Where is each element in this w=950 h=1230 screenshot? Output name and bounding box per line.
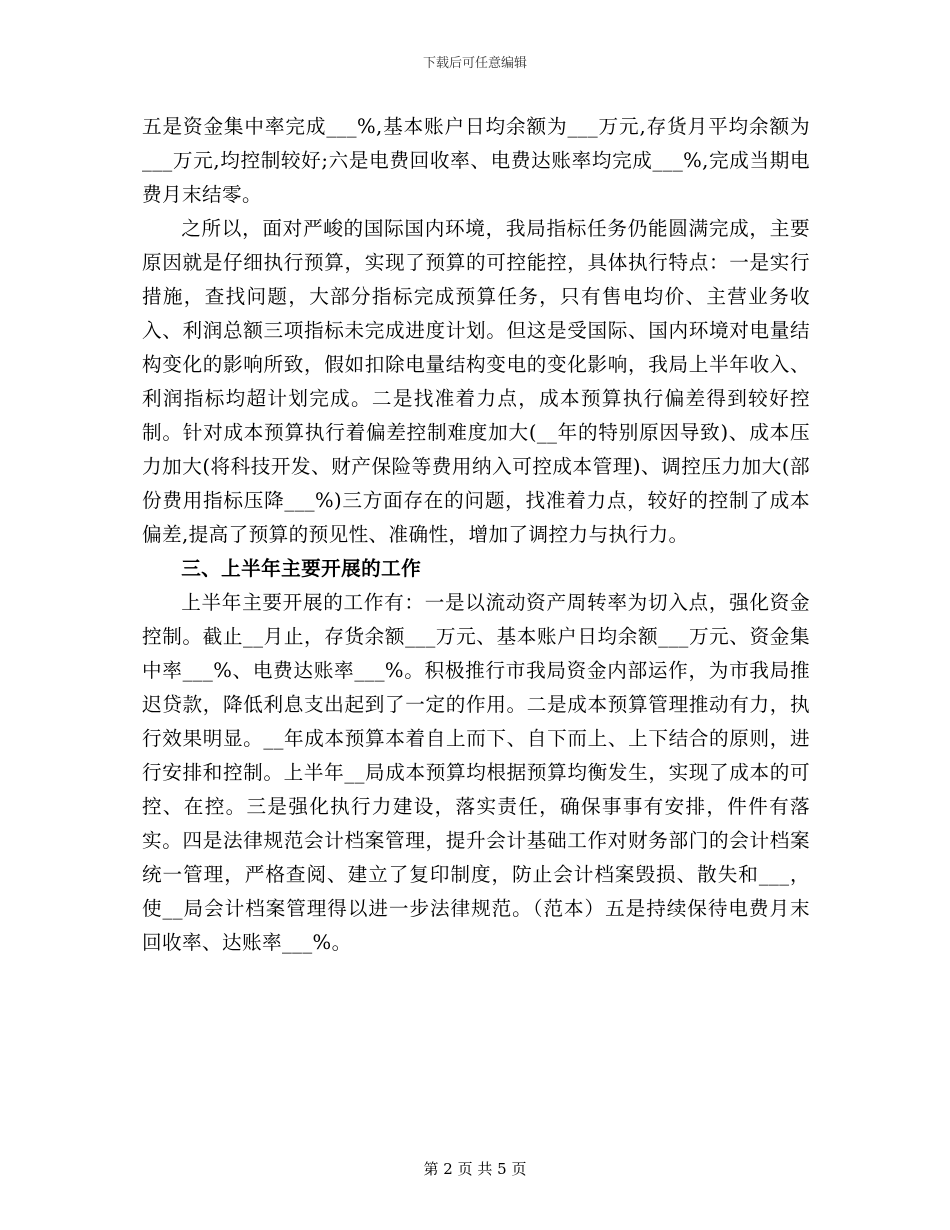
paragraph-fund-concentration: 五是资金集中率完成___%,基本账户日均余额为___万元,存货月平均余额为___万元,均控制较好;六是电费回收率、电费达账率均完成___%,完成当期电费月末结零。 [142, 115, 810, 206]
paragraph-work-items: 上半年主要开展的工作有：一是以流动资产周转率为切入点，强化资金控制。截止__月止，存货余额___万元、基本账户日均余额___万元、资金集中率___%、电费达账率___%。积极推行市我局资金内部运作，为市我局推迟贷款，降低利息支出起到了一定的作用。二是成本预算管理推动有力，执行效果明显。__年成本预算本着自上而下、自下而上、上下结合的原则，进行安排和控制。上半年__局成本预算均根据预算均衡发生，实现了成本的可控、在控。三是强化执行力建设，落实责任，确保事事有安排，件件有落实。四是法律规范会计档案管理，提升会计基础工作对财务部门的会计档案统一管理，严格查阅、建立了复印制度，防止会计档案毁损、散失和___，使__局会计档案管理得以进一步法律规范。（范本）五是持续保待电费月末回收率、达账率___%。 [142, 591, 810, 954]
page-number: 第 2 页 共 5 页 [423, 1160, 527, 1178]
page-header: 下载后可任意编辑 [422, 56, 527, 71]
document-body [142, 110, 810, 960]
section-heading-work: 三、上半年主要开展的工作 [181, 557, 422, 580]
paragraph-budget-execution: 之所以，面对严峻的国际国内环境，我局指标任务仍能圆满完成，主要原因就是仔细执行预算，实现了预算的可控能控，具体执行特点：一是实行措施，查找问题，大部分指标完成预算任务，只有售电均价、主营业务收入、利润总额三项指标未完成进度计划。但这是受国际、国内环境对电量结构变化的影响所致，假如扣除电量结构变电的变化影响，我局上半年收入、利润指标均超计划完成。二是找准着力点，成本预算执行偏差得到较好控制。针对成本预算执行着偏差控制难度加大(__年的特别原因导致)、成本压力加大(将科技开发、财产保险等费用纳入可控成本管理)、调控压力加大(部份费用指标压降___%)三方面存在的问题，找准着力点，较好的控制了成本偏差,提高了预算的预见性、准确性，增加了调控力与执行力。 [142, 217, 810, 546]
